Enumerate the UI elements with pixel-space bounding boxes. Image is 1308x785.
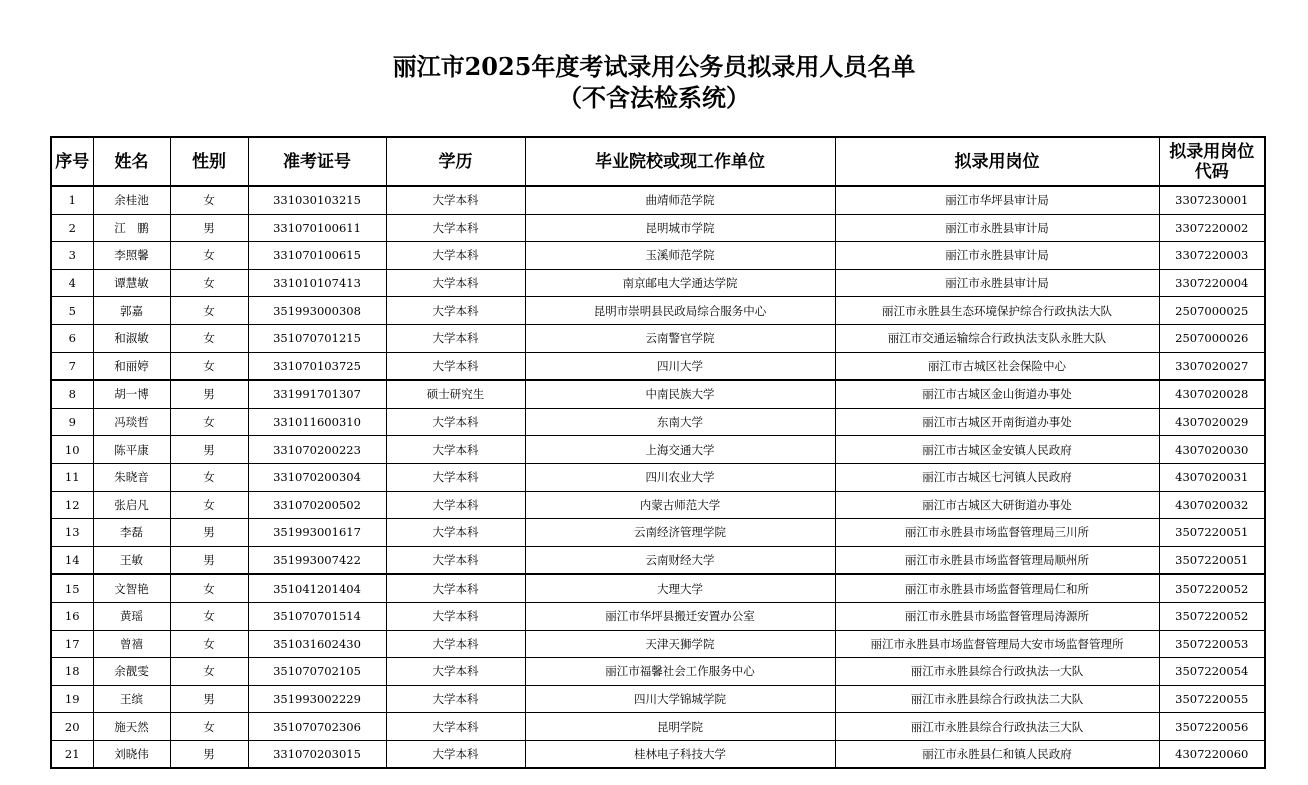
header-school-or-employer: 毕业院校或现工作单位: [525, 137, 835, 186]
cell-position-code: 3507220052: [1159, 574, 1265, 602]
cell-position-code: 4307020028: [1159, 380, 1265, 408]
cell-exam-id: 331030103215: [248, 186, 386, 214]
cell-exam-id: 351993007422: [248, 546, 386, 574]
cell-position: 丽江市永胜县审计局: [835, 242, 1159, 270]
table-row: [51, 214, 1265, 242]
cell-name: 余桂池: [93, 186, 170, 214]
cell-position: 丽江市永胜县市场监督管理局三川所: [835, 519, 1159, 547]
cell-index: 4: [51, 269, 93, 297]
table-row: [51, 297, 1265, 325]
table-row: [51, 269, 1265, 297]
header-position-code: 拟录用岗位代码: [1159, 137, 1265, 186]
cell-education: 大学本科: [386, 713, 525, 741]
header-position: 拟录用岗位: [835, 137, 1159, 186]
cell-school-or-employer: 桂林电子科技大学: [525, 740, 835, 768]
cell-exam-id: 351993002229: [248, 685, 386, 713]
cell-gender: 女: [170, 352, 248, 380]
cell-position-code: 3307220003: [1159, 242, 1265, 270]
cell-exam-id: 351041201404: [248, 574, 386, 602]
cell-index: 19: [51, 685, 93, 713]
cell-school-or-employer: 云南警官学院: [525, 324, 835, 352]
document-title: 丽江市2025年度考试录用公务员拟录用人员名单: [392, 52, 916, 81]
cell-gender: 女: [170, 297, 248, 325]
cell-education: 大学本科: [386, 352, 525, 380]
cell-exam-id: 351070701215: [248, 324, 386, 352]
cell-index: 21: [51, 740, 93, 768]
header-index: 序号: [51, 137, 93, 186]
cell-position-code: 3307220002: [1159, 214, 1265, 242]
cell-exam-id: 331070200502: [248, 491, 386, 519]
cell-gender: 男: [170, 519, 248, 547]
cell-index: 16: [51, 602, 93, 630]
cell-exam-id: 331010107413: [248, 269, 386, 297]
table-row: [51, 463, 1265, 491]
cell-education: 大学本科: [386, 186, 525, 214]
cell-gender: 女: [170, 463, 248, 491]
cell-index: 17: [51, 630, 93, 658]
cell-position: 丽江市古城区七河镇人民政府: [835, 463, 1159, 491]
cell-exam-id: 331011600310: [248, 408, 386, 436]
cell-name: 陈平康: [93, 436, 170, 464]
cell-name: 文智艳: [93, 574, 170, 602]
table-row: [51, 740, 1265, 768]
cell-index: 18: [51, 658, 93, 686]
cell-education: 大学本科: [386, 269, 525, 297]
cell-index: 3: [51, 242, 93, 270]
cell-gender: 男: [170, 380, 248, 408]
cell-education: 大学本科: [386, 491, 525, 519]
candidate-table: [50, 136, 1266, 769]
cell-position: 丽江市永胜县市场监督管理局大安市场监督管理所: [835, 630, 1159, 658]
cell-position: 丽江市永胜县审计局: [835, 214, 1159, 242]
table-row: [51, 352, 1265, 380]
table-row: [51, 324, 1265, 352]
cell-position-code: 3307230001: [1159, 186, 1265, 214]
cell-education: 大学本科: [386, 519, 525, 547]
cell-gender: 女: [170, 269, 248, 297]
cell-exam-id: 331070200223: [248, 436, 386, 464]
cell-gender: 女: [170, 574, 248, 602]
cell-exam-id: 351993000308: [248, 297, 386, 325]
cell-school-or-employer: 四川大学锦城学院: [525, 685, 835, 713]
cell-index: 11: [51, 463, 93, 491]
cell-position: 丽江市永胜县市场监督管理局涛源所: [835, 602, 1159, 630]
cell-exam-id: 351070701514: [248, 602, 386, 630]
cell-name: 江 鹏: [93, 214, 170, 242]
cell-index: 14: [51, 546, 93, 574]
cell-education: 大学本科: [386, 463, 525, 491]
cell-gender: 男: [170, 214, 248, 242]
cell-education: 大学本科: [386, 242, 525, 270]
cell-school-or-employer: 昆明学院: [525, 713, 835, 741]
cell-education: 大学本科: [386, 297, 525, 325]
cell-name: 曾禧: [93, 630, 170, 658]
cell-education: 硕士研究生: [386, 380, 525, 408]
cell-exam-id: 331070103725: [248, 352, 386, 380]
cell-position-code: 3507220051: [1159, 519, 1265, 547]
cell-name: 余靓雯: [93, 658, 170, 686]
table-row: [51, 630, 1265, 658]
cell-education: 大学本科: [386, 658, 525, 686]
cell-position: 丽江市交通运输综合行政执法支队永胜大队: [835, 324, 1159, 352]
cell-position-code: 3507220052: [1159, 602, 1265, 630]
cell-position-code: 3507220054: [1159, 658, 1265, 686]
cell-education: 大学本科: [386, 685, 525, 713]
cell-index: 9: [51, 408, 93, 436]
header-name: 姓名: [93, 137, 170, 186]
cell-exam-id: 351070702105: [248, 658, 386, 686]
cell-position: 丽江市永胜县生态环境保护综合行政执法大队: [835, 297, 1159, 325]
cell-index: 10: [51, 436, 93, 464]
cell-exam-id: 331070100611: [248, 214, 386, 242]
cell-exam-id: 331991701307: [248, 380, 386, 408]
table-row: [51, 546, 1265, 574]
table-row: [51, 685, 1265, 713]
cell-school-or-employer: 四川大学: [525, 352, 835, 380]
cell-exam-id: 331070200304: [248, 463, 386, 491]
table-row: [51, 491, 1265, 519]
cell-name: 张启凡: [93, 491, 170, 519]
cell-position: 丽江市永胜县市场监督管理局顺州所: [835, 546, 1159, 574]
cell-index: 15: [51, 574, 93, 602]
cell-gender: 女: [170, 242, 248, 270]
cell-exam-id: 331070100615: [248, 242, 386, 270]
cell-exam-id: 351031602430: [248, 630, 386, 658]
cell-position: 丽江市古城区社会保险中心: [835, 352, 1159, 380]
cell-position: 丽江市永胜县综合行政执法三大队: [835, 713, 1159, 741]
cell-position: 丽江市古城区大研街道办事处: [835, 491, 1159, 519]
cell-index: 8: [51, 380, 93, 408]
cell-gender: 女: [170, 324, 248, 352]
cell-gender: 女: [170, 186, 248, 214]
cell-position: 丽江市永胜县仁和镇人民政府: [835, 740, 1159, 768]
cell-name: 黄瑶: [93, 602, 170, 630]
cell-gender: 女: [170, 602, 248, 630]
cell-position: 丽江市永胜县综合行政执法一大队: [835, 658, 1159, 686]
cell-school-or-employer: 昆明城市学院: [525, 214, 835, 242]
cell-education: 大学本科: [386, 602, 525, 630]
cell-name: 施天然: [93, 713, 170, 741]
cell-position-code: 4307020030: [1159, 436, 1265, 464]
cell-gender: 男: [170, 685, 248, 713]
cell-position-code: 3307020027: [1159, 352, 1265, 380]
cell-gender: 男: [170, 740, 248, 768]
cell-name: 胡一博: [93, 380, 170, 408]
cell-gender: 女: [170, 630, 248, 658]
cell-position: 丽江市永胜县市场监督管理局仁和所: [835, 574, 1159, 602]
cell-name: 李照馨: [93, 242, 170, 270]
table-row: [51, 436, 1265, 464]
cell-name: 刘晓伟: [93, 740, 170, 768]
table-row: [51, 186, 1265, 214]
cell-position-code: 3507220053: [1159, 630, 1265, 658]
cell-name: 朱晓音: [93, 463, 170, 491]
cell-education: 大学本科: [386, 408, 525, 436]
cell-education: 大学本科: [386, 436, 525, 464]
cell-index: 13: [51, 519, 93, 547]
table-row: [51, 602, 1265, 630]
table-row: [51, 713, 1265, 741]
header-exam-id: 准考证号: [248, 137, 386, 186]
cell-gender: 女: [170, 491, 248, 519]
header-row: [51, 137, 1265, 186]
cell-index: 2: [51, 214, 93, 242]
cell-position-code: 4307020029: [1159, 408, 1265, 436]
cell-gender: 男: [170, 546, 248, 574]
cell-school-or-employer: 丽江市华坪县搬迁安置办公室: [525, 602, 835, 630]
cell-gender: 女: [170, 408, 248, 436]
cell-exam-id: 351993001617: [248, 519, 386, 547]
cell-name: 谭慧敏: [93, 269, 170, 297]
table-row: [51, 242, 1265, 270]
cell-position-code: 3507220056: [1159, 713, 1265, 741]
cell-name: 郭嘉: [93, 297, 170, 325]
cell-school-or-employer: 四川农业大学: [525, 463, 835, 491]
cell-school-or-employer: 曲靖师范学院: [525, 186, 835, 214]
cell-name: 王缤: [93, 685, 170, 713]
table-row: [51, 519, 1265, 547]
cell-index: 12: [51, 491, 93, 519]
cell-name: 和淑敏: [93, 324, 170, 352]
cell-school-or-employer: 大理大学: [525, 574, 835, 602]
cell-position-code: 3507220051: [1159, 546, 1265, 574]
cell-position-code: 2507000025: [1159, 297, 1265, 325]
cell-gender: 女: [170, 658, 248, 686]
table-row: [51, 574, 1265, 602]
cell-position-code: 2507000026: [1159, 324, 1265, 352]
cell-school-or-employer: 内蒙古师范大学: [525, 491, 835, 519]
cell-position: 丽江市华坪县审计局: [835, 186, 1159, 214]
cell-school-or-employer: 上海交通大学: [525, 436, 835, 464]
table-row: [51, 380, 1265, 408]
cell-position: 丽江市古城区金山街道办事处: [835, 380, 1159, 408]
cell-name: 李磊: [93, 519, 170, 547]
cell-position: 丽江市永胜县综合行政执法二大队: [835, 685, 1159, 713]
cell-position: 丽江市古城区金安镇人民政府: [835, 436, 1159, 464]
cell-position-code: 4307020032: [1159, 491, 1265, 519]
cell-position-code: 4307020031: [1159, 463, 1265, 491]
cell-name: 冯琰哲: [93, 408, 170, 436]
cell-gender: 男: [170, 436, 248, 464]
cell-position: 丽江市永胜县审计局: [835, 269, 1159, 297]
cell-education: 大学本科: [386, 740, 525, 768]
document-subtitle: （不含法检系统）: [558, 83, 750, 112]
cell-position-code: 4307220060: [1159, 740, 1265, 768]
header-education: 学历: [386, 137, 525, 186]
cell-school-or-employer: 昆明市崇明县民政局综合服务中心: [525, 297, 835, 325]
cell-school-or-employer: 天津天狮学院: [525, 630, 835, 658]
table-body: [51, 186, 1265, 768]
cell-education: 大学本科: [386, 546, 525, 574]
cell-index: 1: [51, 186, 93, 214]
header-gender: 性别: [170, 137, 248, 186]
cell-school-or-employer: 云南财经大学: [525, 546, 835, 574]
cell-exam-id: 331070203015: [248, 740, 386, 768]
cell-school-or-employer: 东南大学: [525, 408, 835, 436]
cell-gender: 女: [170, 713, 248, 741]
cell-position-code: 3307220004: [1159, 269, 1265, 297]
table-row: [51, 658, 1265, 686]
cell-school-or-employer: 丽江市福馨社会工作服务中心: [525, 658, 835, 686]
cell-exam-id: 351070702306: [248, 713, 386, 741]
cell-index: 20: [51, 713, 93, 741]
cell-education: 大学本科: [386, 324, 525, 352]
cell-school-or-employer: 云南经济管理学院: [525, 519, 835, 547]
cell-index: 5: [51, 297, 93, 325]
cell-position-code: 3507220055: [1159, 685, 1265, 713]
cell-school-or-employer: 中南民族大学: [525, 380, 835, 408]
cell-school-or-employer: 玉溪师范学院: [525, 242, 835, 270]
table-row: [51, 408, 1265, 436]
cell-name: 和丽婷: [93, 352, 170, 380]
cell-index: 7: [51, 352, 93, 380]
cell-education: 大学本科: [386, 214, 525, 242]
cell-index: 6: [51, 324, 93, 352]
cell-name: 王敏: [93, 546, 170, 574]
cell-position: 丽江市古城区开南街道办事处: [835, 408, 1159, 436]
cell-education: 大学本科: [386, 574, 525, 602]
cell-school-or-employer: 南京邮电大学通达学院: [525, 269, 835, 297]
cell-education: 大学本科: [386, 630, 525, 658]
